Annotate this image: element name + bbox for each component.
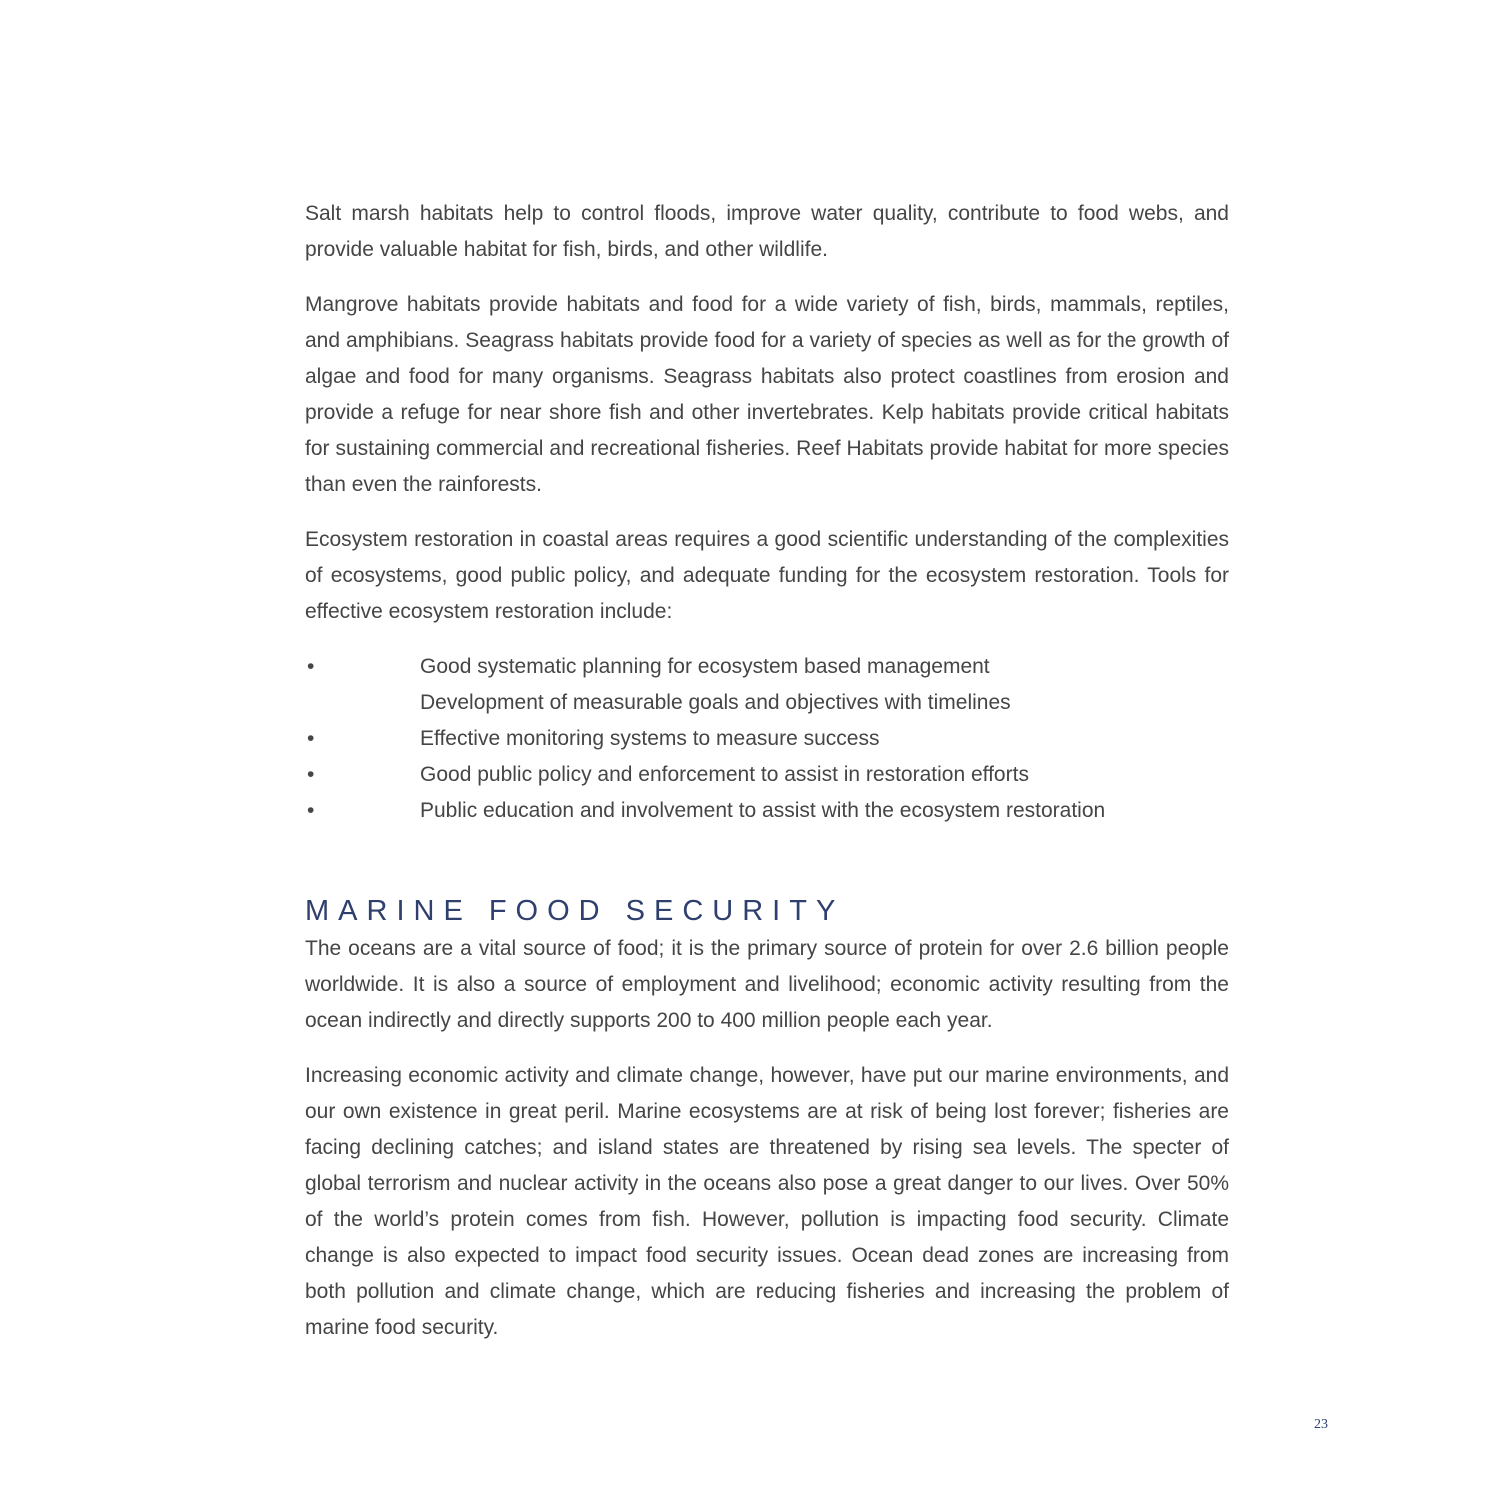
list-item	[305, 685, 1229, 721]
list-item-text: Good systematic planning for ecosystem based management	[420, 655, 990, 678]
list-item-text: Effective monitoring systems to measure success	[420, 727, 880, 750]
paragraph-salt-marsh: Salt marsh habitats help to control floods, improve water quality, contribute to food webs, and provide valuable habitat for fish, birds, and other wildlife.	[305, 202, 1229, 261]
list-item-text: Development of measurable goals and objectives with timelines	[420, 691, 1011, 714]
page-body	[305, 196, 1229, 1365]
bullet-icon: •	[307, 655, 315, 678]
paragraph-ecosystem-restoration: Ecosystem restoration in coastal areas requires a good scientific understanding of the complexities of ecosystems, good public policy, and adequate funding for the ecosystem restoration. Tools for effective ecosystem restoration include:	[305, 528, 1229, 623]
bullet-icon: •	[307, 763, 315, 786]
list-item	[305, 649, 1229, 685]
section-heading-marine-food-security: MARINE FOOD SECURITY	[305, 895, 845, 927]
paragraph-economic-activity: Increasing economic activity and climate change, however, have put our marine environments, and our own existence in great peril. Marine ecosystems are at risk of being lost forever; fisheries are facing declining catches; and island states are threatened by rising sea levels. The specter of global terrorism and nuclear activity in the oceans also pose a great danger to our lives. Over 50% of the world’s protein comes from fish. However, pollution is impacting food security. Climate change is also expected to impact food security issues. Ocean dead zones are increasing from both pollution and climate change, which are reducing fisheries and increasing the problem of marine food security.	[305, 1064, 1229, 1339]
bullet-icon: •	[307, 799, 315, 822]
list-item-text: Good public policy and enforcement to assist in restoration efforts	[420, 763, 1029, 786]
list-item-text: Public education and involvement to assist with the ecosystem restoration	[420, 799, 1106, 822]
paragraph-oceans-food-source: The oceans are a vital source of food; it is the primary source of protein for over 2.6 billion people worldwide. It is also a source of employment and livelihood; economic activity resulting from the ocean indirectly and directly supports 200 to 400 million people each year.	[305, 937, 1229, 1032]
list-item	[305, 757, 1229, 793]
page-number: 23	[1314, 1417, 1328, 1432]
paragraph-mangrove: Mangrove habitats provide habitats and food for a wide variety of fish, birds, mammals, reptiles, and amphibians. Seagrass habitats provide food for a variety of species as well as for the growth of algae and food for many organisms. Seagrass habitats also protect coastlines from erosion and provide a refuge for near shore fish and other invertebrates. Kelp habitats provide critical habitats for sustaining commercial and recreational fisheries. Reef Habitats provide habitat for more species than even the rainforests.	[305, 293, 1229, 496]
list-item	[305, 793, 1229, 829]
bullet-icon: •	[307, 727, 315, 750]
restoration-tools-list	[305, 649, 1229, 829]
list-item	[305, 721, 1229, 757]
